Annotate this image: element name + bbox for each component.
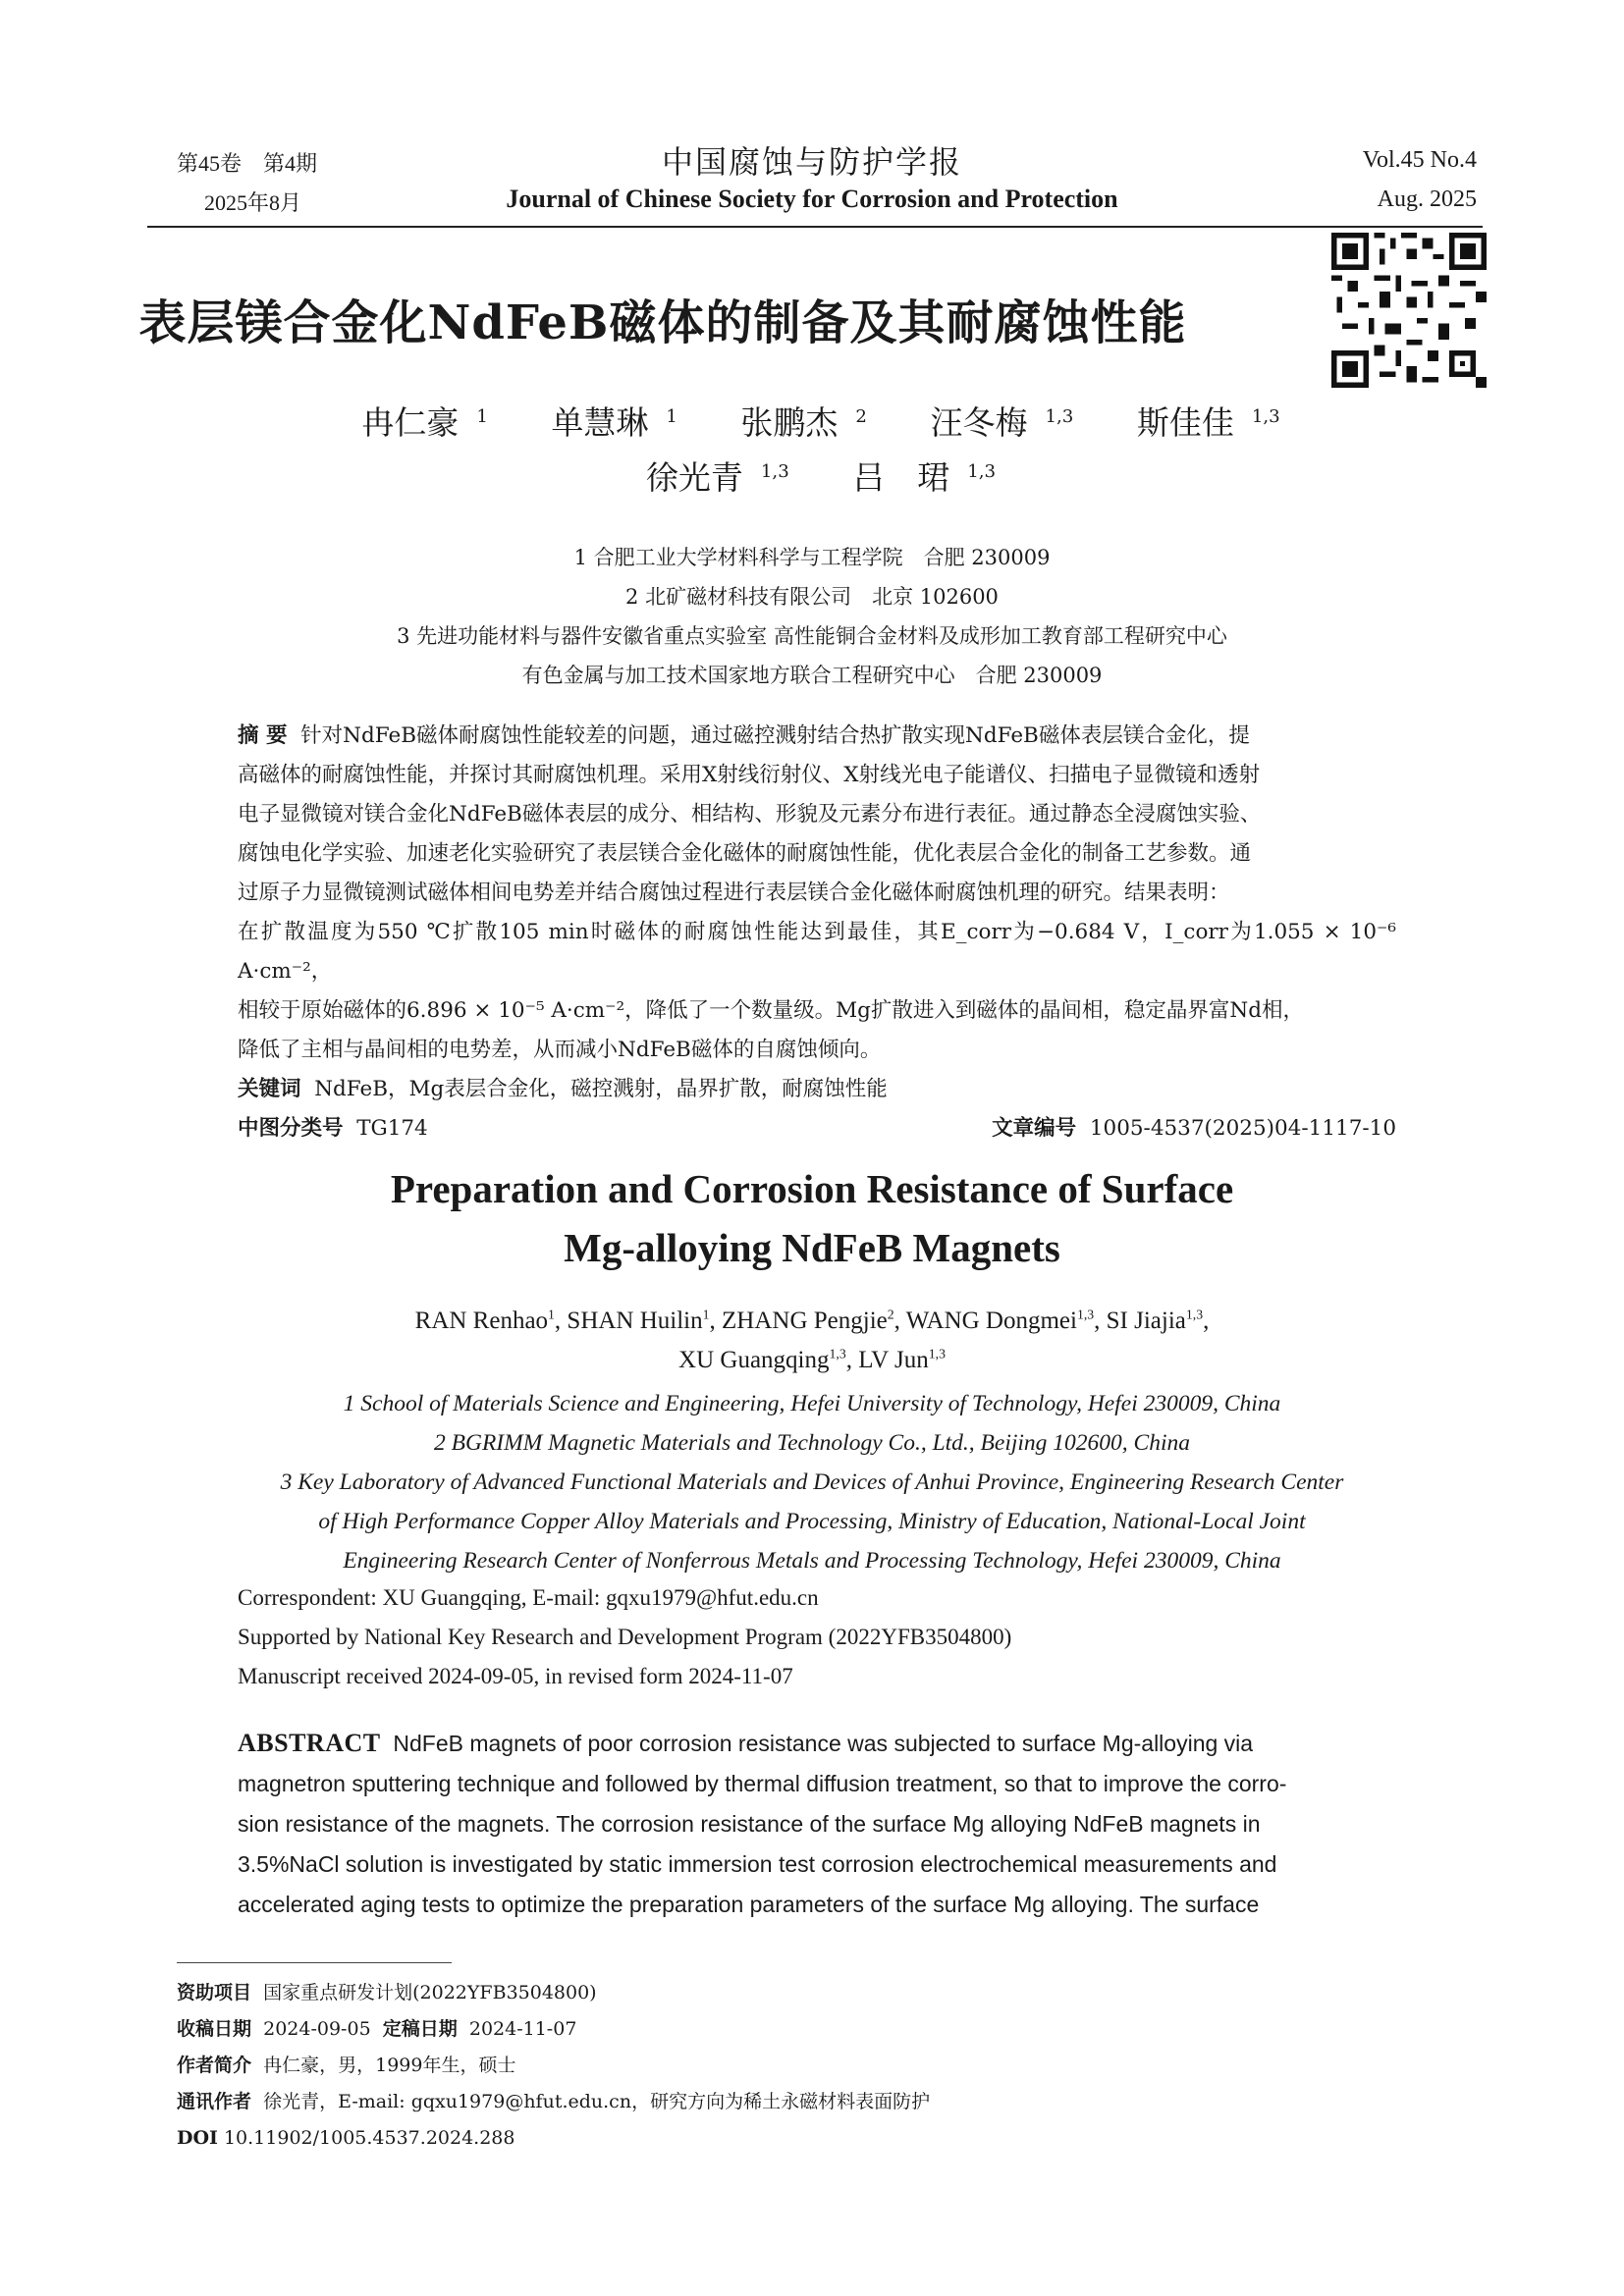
journal-title-cn: 中国腐蚀与防护学报 [661,143,962,181]
abstract-en-label: ABSTRACT [238,1729,381,1757]
abstract-en-line: 3.5%NaCl solution is investigated by static immersion test corrosion electrochemical measurements and [238,1851,1277,1877]
abstract-cn-line: 腐蚀电化学实验、加速老化实验研究了表层镁合金化磁体的耐腐蚀性能，优化表层合金化的制备工艺参数。通 [238,841,1252,866]
qr-code[interactable] [1331,233,1487,388]
footnote-doi: DOI 10.11902/1005.4537.2024.288 [177,2127,515,2149]
abstract-en [238,1723,1396,1925]
abstract-cn [238,717,1396,1148]
authors-en-line1 [0,1302,1624,1341]
correspondent-en: Correspondent: XU Guangqing, E-mail: gqxu1979@hfut.edu.cn [238,1585,819,1610]
author-cn: 徐光青 $^{1,3}$ [645,458,789,497]
article-number: 文章编号 1005-4537(2025)04-1117-10 [992,1116,1396,1141]
footnotes [177,1975,930,2157]
author-cn: 单慧琳 $^1$ [551,403,677,442]
abstract-cn-line: 高磁体的耐腐蚀性能，并探讨其耐腐蚀机理。采用X射线衍射仪、X射线光电子能谱仪、扫描电子显微镜和透射 [238,763,1261,787]
author-cn: 冉仁豪 $^1$ [361,403,488,442]
abstract-cn-line: 摘 要 针对NdFeB磁体耐腐蚀性能较差的问题，通过磁控溅射结合热扩散实现NdFeB磁体表层镁合金化，提 [238,723,1250,748]
date-cn: 2025年8月 [204,190,302,215]
manuscript-received-en: Manuscript received 2024-09-05, in revised form 2024-11-07 [238,1664,793,1688]
affiliations-en [0,1384,1624,1580]
abstract-cn-line: 过原子力显微镜测试磁体相间电势差并结合腐蚀过程进行表层镁合金化磁体耐腐蚀机理的研究。结果表明： [238,881,1230,905]
footnote-dates: 收稿日期 2024-09-05 定稿日期 2024-11-07 [177,2018,577,2040]
footnote-fund: 资助项目 国家重点研发计划(2022YFB3504800) [177,1982,597,2003]
abstract-cn-label: 摘 要 [238,723,288,748]
author-en: RAN Renhao$^1$, [414,1307,562,1334]
abstract-cn-line: 在扩散温度为550 ℃扩散105 min时磁体的耐腐蚀性能达到最佳，其E_corr为−0.684 V，I_corr为1.055 × 10⁻⁶ A·cm⁻²， [238,920,1396,984]
keywords-cn: 关键词 NdFeB，Mg表层合金化，磁控溅射，晶界扩散，耐腐蚀性能 [238,1077,888,1101]
supported-by-en: Supported by National Key Research and Development Program (2022YFB3504800) [238,1625,1012,1649]
author-en: LV Jun$^{1,3}$ [858,1346,946,1373]
affiliation-en: 2 BGRIMM Magnetic Materials and Technology Co., Ltd., Beijing 102600, China [434,1430,1190,1456]
affiliation-cn: 1 合肥工业大学材料科学与工程学院 合肥 230009 [573,546,1051,569]
authors-en-line2 [0,1341,1624,1380]
clc-number: 中图分类号 TG174 [238,1116,428,1141]
volume-issue-en: Vol.45 No.4 [1362,147,1477,173]
footnote-rule [177,1962,452,1963]
authors-cn-line2 [0,453,1624,499]
affiliation-cn: 2 北矿磁材科技有限公司 北京 102600 [625,585,999,609]
author-en: SI Jiajia$^{1,3}$, [1106,1307,1210,1334]
author-en: WANG Dongmei$^{1,3}$, [905,1307,1101,1334]
author-en: XU Guangqing$^{1,3}$, [678,1346,852,1373]
author-en: SHAN Huilin$^1$, [567,1307,716,1334]
classification-row [238,1109,1396,1148]
date-en: Aug. 2025 [1377,187,1477,212]
doi-link[interactable]: 10.11902/1005.4537.2024.288 [223,2127,515,2149]
affiliation-cn: 3 先进功能材料与器件安徽省重点实验室 高性能铜合金材料及成形加工教育部工程研究中心 [397,624,1227,648]
abstract-en-line: accelerated aging tests to optimize the preparation parameters of the surface Mg alloying. The surface [238,1892,1260,1917]
volume-issue-cn: 第45卷 第4期 [177,151,318,176]
author-cn: 吕 珺 $^{1,3}$ [852,458,997,497]
affiliation-en: Engineering Research Center of Nonferrous Metals and Processing Technology, Hefei 230009, China [343,1548,1281,1574]
article-title-en: Preparation and Corrosion Resistance of Surface Mg-alloying NdFeB Magnets [390,1166,1234,1270]
journal-title-en: Journal of Chinese Society for Corrosion and Protection [506,185,1118,213]
footnote-corresponding: 通讯作者 徐光青，E-mail: gqxu1979@hfut.edu.cn，研究方向为稀土永磁材料表面防护 [177,2091,931,2112]
author-cn: 汪冬梅 $^{1,3}$ [930,403,1074,442]
affiliation-en: of High Performance Copper Alloy Materials and Processing, Ministry of Education, National-Local Joint [318,1509,1306,1534]
abstract-en-line: magnetron sputtering technique and followed by thermal diffusion treatment, so that to improve the corro- [238,1771,1287,1796]
author-en: ZHANG Pengjie$^2$, [722,1307,900,1334]
article-title-cn: 表层镁合金化NdFeB磁体的制备及其耐腐蚀性能 [138,295,1187,350]
footnote-author: 作者简介 冉仁豪，男，1999年生，硕士 [177,2055,516,2076]
authors-cn-line1 [0,398,1624,444]
abstract-cn-line: 相较于原始磁体的6.896 × 10⁻⁵ A·cm⁻²，降低了一个数量级。Mg扩散进入到磁体的晶间相，稳定晶界富Nd相， [238,998,1305,1023]
abstract-en-line: sion resistance of the magnets. The corrosion resistance of the surface Mg alloying NdFeB magnets in [238,1811,1261,1837]
affiliation-cn: 有色金属与加工技术国家地方联合工程研究中心 合肥 230009 [521,664,1103,687]
abstract-en-line: ABSTRACT NdFeB magnets of poor corrosion resistance was subjected to surface Mg-alloying via [238,1729,1254,1757]
affiliation-en: 3 Key Laboratory of Advanced Functional Materials and Devices of Anhui Province, Engineering Research Center [280,1469,1344,1495]
author-cn: 张鹏杰 $^2$ [740,403,867,442]
author-cn: 斯佳佳 $^{1,3}$ [1136,403,1280,442]
abstract-cn-line: 降低了主相与晶间相的电势差，从而减小NdFeB磁体的自腐蚀倾向。 [238,1038,882,1062]
abstract-cn-line: 电子显微镜对镁合金化NdFeB磁体表层的成分、相结构、形貌及元素分布进行表征。通过静态全浸腐蚀实验、 [238,802,1262,827]
affiliation-en: 1 School of Materials Science and Engineering, Hefei University of Technology, Hefei 230009, China [343,1391,1281,1416]
header-rule [147,226,1483,228]
